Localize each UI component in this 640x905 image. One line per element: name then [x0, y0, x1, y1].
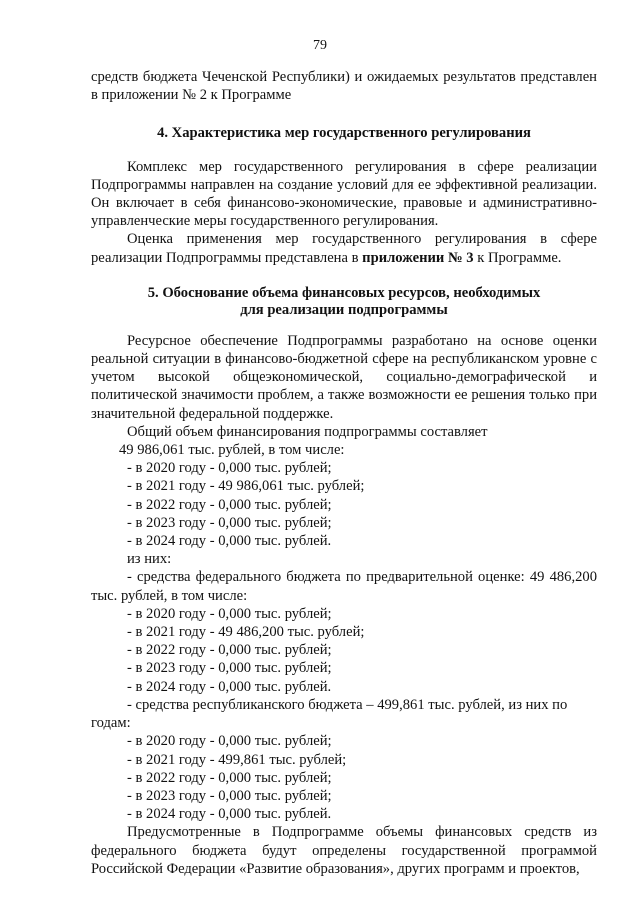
federal-year-item: - в 2022 году - 0,000 тыс. рублей;: [127, 642, 332, 659]
total-year-item: - в 2023 году - 0,000 тыс. рублей;: [127, 514, 332, 531]
section-5-heading-line-2: для реализации подпрограммы: [240, 301, 448, 318]
total-funding-intro: Общий объем финансирования подпрограммы составляет: [127, 423, 488, 440]
federal-budget-intro: - средства федерального бюджета по предварительной оценке: 49 486,200 тыс. рублей, в том числе:: [91, 569, 597, 604]
final-paragraph: Предусмотренные в Подпрограмме объемы финансовых средств из федерального бюджета будут определены государственной программой Российской Федерации «Развитие образования», других программ и проектов,: [91, 824, 597, 877]
federal-year-item: - в 2024 году - 0,000 тыс. рублей.: [127, 678, 332, 695]
total-year-item: - в 2022 году - 0,000 тыс. рублей;: [127, 496, 332, 513]
section-5-heading: [91, 285, 597, 319]
section-4-paragraph-1: Комплекс мер государственного регулирования в сфере реализации Подпрограммы направлен на создание условий для ее эффективной реализации. Он включает в себя финансово-экономические, правовые и административно-управленческие меры государственного регулирования.: [91, 158, 597, 230]
section-5-heading-line-1: 5. Обоснование объема финансовых ресурсов, необходимых: [147, 284, 541, 301]
total-year-item: - в 2021 году - 49 986,061 тыс. рублей;: [127, 478, 365, 495]
republic-year-item: - в 2023 году - 0,000 тыс. рублей;: [127, 787, 332, 804]
section-5-paragraph-1: Ресурсное обеспечение Подпрограммы разработано на основе оценки реальной ситуации в финансово-бюджетной сфере на республиканском уровне с учетом высокой общеэкономической, социально-демографической и политической значимости проблем, а также возможности ее решения только при значительной федеральной поддержке.: [91, 332, 597, 422]
federal-year-item: - в 2023 году - 0,000 тыс. рублей;: [127, 660, 332, 677]
page-content: [91, 68, 597, 878]
section-4-heading: 4. Характеристика мер государственного регулирования: [157, 125, 531, 142]
appendix-3-reference: приложении № 3: [362, 249, 474, 266]
section-4-paragraph-2: [91, 230, 597, 266]
total-year-item: - в 2020 году - 0,000 тыс. рублей;: [127, 460, 332, 477]
federal-year-item: - в 2020 году - 0,000 тыс. рублей;: [127, 605, 332, 622]
section-4-paragraph-2-start: Оценка применения мер государственного регулирования в сфере реализации Подпрограммы представлена в: [91, 231, 597, 266]
page-number: 79: [313, 38, 327, 53]
section-4-paragraph-2-end: к Программе.: [473, 249, 562, 266]
of-them-label: из них:: [127, 551, 172, 568]
total-year-item: - в 2024 году - 0,000 тыс. рублей.: [127, 533, 332, 550]
intro-paragraph: средств бюджета Чеченской Республики) и ожидаемых результатов представлен в приложении № 2 к Программе: [91, 69, 597, 104]
republic-year-item: - в 2024 году - 0,000 тыс. рублей.: [127, 806, 332, 823]
republic-year-item: - в 2021 году - 499,861 тыс. рублей;: [127, 751, 347, 768]
total-funding-amount: 49 986,061 тыс. рублей, в том числе:: [119, 442, 345, 459]
republic-year-item: - в 2022 году - 0,000 тыс. рублей;: [127, 769, 332, 786]
republic-budget-intro: - средства республиканского бюджета – 499,861 тыс. рублей, из них по годам:: [91, 696, 568, 732]
federal-year-item: - в 2021 году - 49 486,200 тыс. рублей;: [127, 624, 365, 641]
republic-year-item: - в 2020 году - 0,000 тыс. рублей;: [127, 733, 332, 750]
